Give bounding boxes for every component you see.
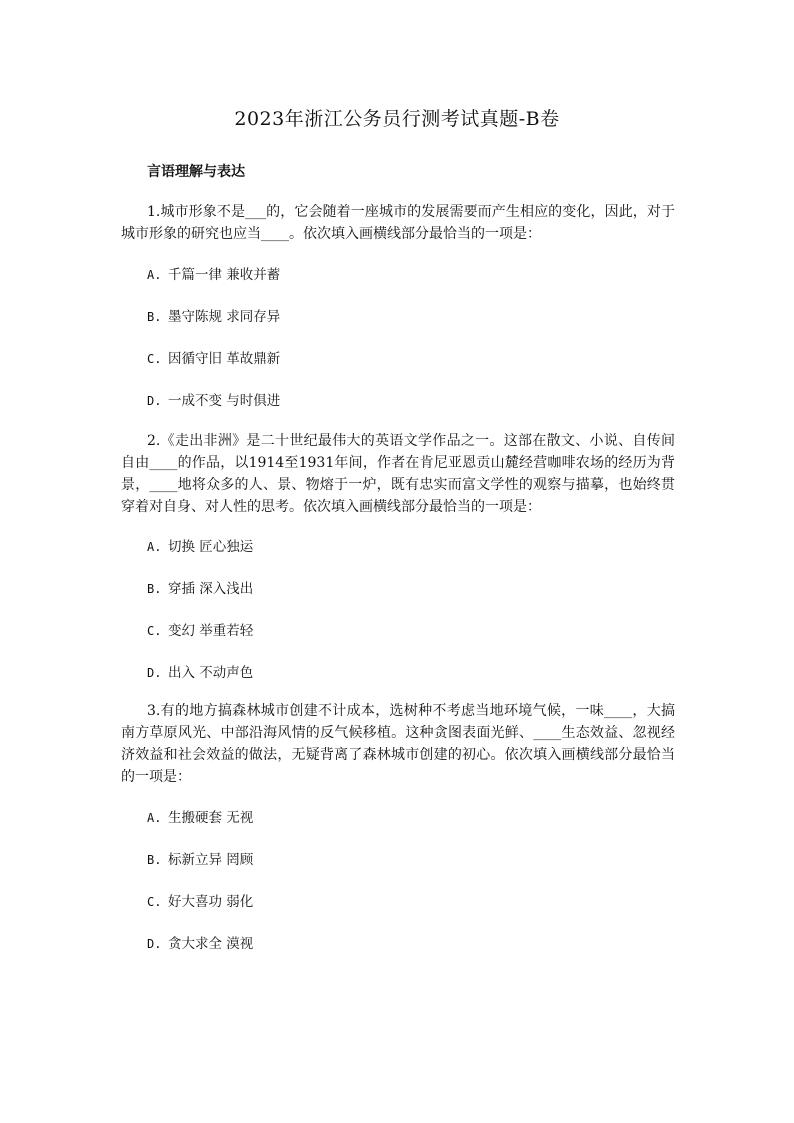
- answer-option: [147, 305, 280, 325]
- option-text: 千篇一律 兼收并蓄: [168, 267, 281, 283]
- option-label: A.: [147, 811, 162, 825]
- answer-option: [147, 661, 253, 681]
- question-stem: 3.有的地方搞森林城市创建不计成本，选树种不考虑当地环境气候，一味____，大搞南方草原风光、中部沿海风情的反气候移植。这种贪图表面光鲜、____生态效益、忽视经济效益和社会效益的做法，无疑背离了森林城市创建的初心。依次填入画横线部分最恰当的一项是：: [121, 703, 675, 785]
- option-text: 变幻 举重若轻: [168, 623, 254, 639]
- answer-option: [147, 535, 253, 555]
- page-title: 2023年浙江公务员行测考试真题-B卷: [234, 108, 560, 130]
- section-heading: 言语理解与表达: [147, 164, 245, 180]
- option-text: 切换 匠心独运: [168, 539, 254, 555]
- option-text: 生搬硬套 无视: [168, 810, 254, 826]
- question-stem: 1.城市形象不是___的，它会随着一座城市的发展需要而产生相应的变化，因此，对于城市形象的研究也应当____。依次填入画横线部分最恰当的一项是：: [121, 204, 675, 242]
- option-text: 贪大求全 漠视: [168, 936, 254, 952]
- option-label: D.: [147, 666, 162, 680]
- option-text: 标新立异 罔顾: [168, 852, 254, 868]
- option-label: B.: [147, 582, 162, 596]
- answer-option: [147, 619, 253, 639]
- answer-option: [147, 263, 280, 283]
- answer-option: [147, 347, 280, 367]
- answer-option: [147, 577, 253, 597]
- option-text: 因循守旧 革故鼎新: [168, 351, 281, 367]
- option-label: B.: [147, 853, 162, 867]
- answer-option: [147, 806, 253, 826]
- answer-option: [147, 848, 253, 868]
- question-stem: 2.《走出非洲》是二十世纪最伟大的英语文学作品之一。这部在散文、小说、自传间自由____的作品，以1914至1931年间，作者在肯尼亚恩贡山麓经营咖啡农场的经历为背景，____地将众多的人、景、物熔于一炉，既有忠实而富文学性的观察与描摹，也始终贯穿着对自身、对人性的思考。依次填入画横线部分最恰当的一项是：: [121, 433, 675, 515]
- option-label: A.: [147, 540, 162, 554]
- option-label: A.: [147, 268, 162, 282]
- option-label: B.: [147, 310, 162, 324]
- option-label: C.: [147, 624, 162, 638]
- answer-option: [147, 890, 253, 910]
- answer-option: [147, 389, 280, 409]
- option-text: 好大喜功 弱化: [168, 894, 254, 910]
- option-text: 穿插 深入浅出: [168, 581, 254, 597]
- option-label: D.: [147, 937, 162, 951]
- option-label: D.: [147, 394, 162, 408]
- option-text: 一成不变 与时俱进: [168, 393, 281, 409]
- option-text: 墨守陈规 求同存异: [168, 309, 281, 325]
- option-label: C.: [147, 352, 162, 366]
- option-label: C.: [147, 895, 162, 909]
- option-text: 出入 不动声色: [168, 665, 254, 681]
- answer-option: [147, 932, 253, 952]
